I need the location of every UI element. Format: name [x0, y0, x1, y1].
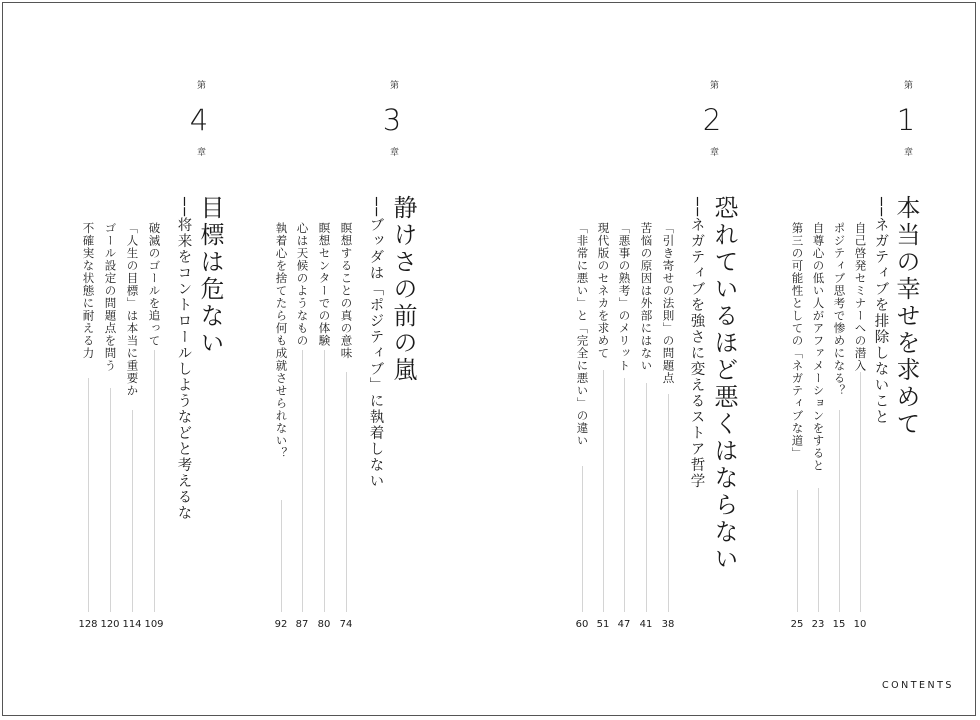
- chapter-prefix: 第: [902, 80, 912, 89]
- leader-line: [860, 372, 861, 612]
- chapter-prefix: 第: [708, 80, 718, 89]
- chapter-subtitle: ──ネガティブを排除しないこと: [872, 197, 889, 426]
- page-number: 23: [811, 619, 825, 630]
- page-number: 80: [317, 619, 331, 630]
- chapter-prefix: 第: [388, 80, 398, 89]
- chapter-title: 目標は危ない: [196, 195, 224, 357]
- leader-line: [818, 488, 819, 612]
- section-title[interactable]: 「人生の目標」は本当に重要か: [125, 222, 140, 397]
- chapter-title: 恐れているほど悪くはならない: [710, 195, 738, 573]
- section-title[interactable]: 苦悩の原因は外部にはない: [639, 222, 654, 372]
- leader-line: [624, 378, 625, 612]
- chapter-subtitle: ──ブッダは「ポジティブ」に執着しない: [367, 197, 384, 490]
- leader-line: [324, 350, 325, 612]
- page-number: 87: [295, 619, 309, 630]
- section-title[interactable]: 執着心を捨てたら何も成就させられない？: [274, 222, 289, 460]
- page-number: 41: [639, 619, 653, 630]
- page-number: 109: [144, 619, 164, 630]
- page-number: 74: [339, 619, 353, 630]
- chapter-number: 2: [702, 103, 722, 137]
- chapter-subtitle: ──将来をコントロールしようなどと考えるな: [175, 197, 192, 522]
- section-title[interactable]: ゴール設定の問題点を問う: [103, 222, 118, 372]
- page-number: 128: [78, 619, 98, 630]
- leader-line: [281, 500, 282, 612]
- section-title[interactable]: ポジティブ思考で惨めになる？: [832, 222, 847, 397]
- page-number: 60: [575, 619, 589, 630]
- section-title[interactable]: 「非常に悪い」と「完全に悪い」の違い: [575, 222, 590, 447]
- chapter-number: 3: [382, 103, 402, 137]
- page-number: 47: [617, 619, 631, 630]
- chapter-number: 1: [896, 103, 916, 137]
- page-number: 10: [853, 619, 867, 630]
- page-number: 51: [596, 619, 610, 630]
- chapter-number: 4: [189, 103, 209, 137]
- contents-label: CONTENTS: [882, 680, 954, 691]
- page-number: 92: [274, 619, 288, 630]
- leader-line: [797, 490, 798, 612]
- leader-line: [603, 370, 604, 612]
- chapter-title: 本当の幸せを求めて: [892, 195, 920, 438]
- leader-line: [839, 410, 840, 612]
- leader-line: [582, 466, 583, 612]
- page-number: 25: [790, 619, 804, 630]
- chapter-suffix: 章: [388, 147, 398, 156]
- leader-line: [346, 372, 347, 612]
- leader-line: [132, 410, 133, 612]
- page-number: 120: [100, 619, 120, 630]
- section-title[interactable]: 「引き寄せの法則」の問題点: [661, 222, 676, 385]
- leader-line: [668, 394, 669, 612]
- section-title[interactable]: 第三の可能性としての「ネガティブな道」: [790, 222, 805, 460]
- section-title[interactable]: 破滅のゴールを追って: [147, 222, 162, 347]
- page-number: 15: [832, 619, 846, 630]
- chapter-suffix: 章: [708, 147, 718, 156]
- section-title[interactable]: 自尊心の低い人がアファメーションをすると: [811, 222, 826, 472]
- leader-line: [110, 388, 111, 612]
- section-title[interactable]: 瞑想することの真の意味: [339, 222, 354, 360]
- chapter-suffix: 章: [195, 147, 205, 156]
- section-title[interactable]: 自己啓発セミナーへの潜入: [853, 222, 868, 372]
- chapter-title: 静けさの前の嵐: [389, 195, 417, 384]
- section-title[interactable]: 不確実な状態に耐える力: [81, 222, 96, 360]
- leader-line: [302, 350, 303, 612]
- chapter-suffix: 章: [902, 147, 912, 156]
- section-title[interactable]: 心は天候のようなもの: [295, 222, 310, 347]
- leader-line: [646, 383, 647, 612]
- leader-line: [154, 350, 155, 612]
- chapter-prefix: 第: [195, 80, 205, 89]
- page-frame: [2, 2, 976, 716]
- section-title[interactable]: 現代版のセネカを求めて: [596, 222, 611, 360]
- section-title[interactable]: 「悪事の熟考」のメリット: [617, 222, 632, 372]
- chapter-subtitle: ──ネガティブを強さに変えるストア哲学: [688, 197, 705, 490]
- section-title[interactable]: 瞑想センターでの体験: [317, 222, 332, 347]
- page-number: 114: [122, 619, 142, 630]
- page-number: 38: [661, 619, 675, 630]
- leader-line: [88, 378, 89, 612]
